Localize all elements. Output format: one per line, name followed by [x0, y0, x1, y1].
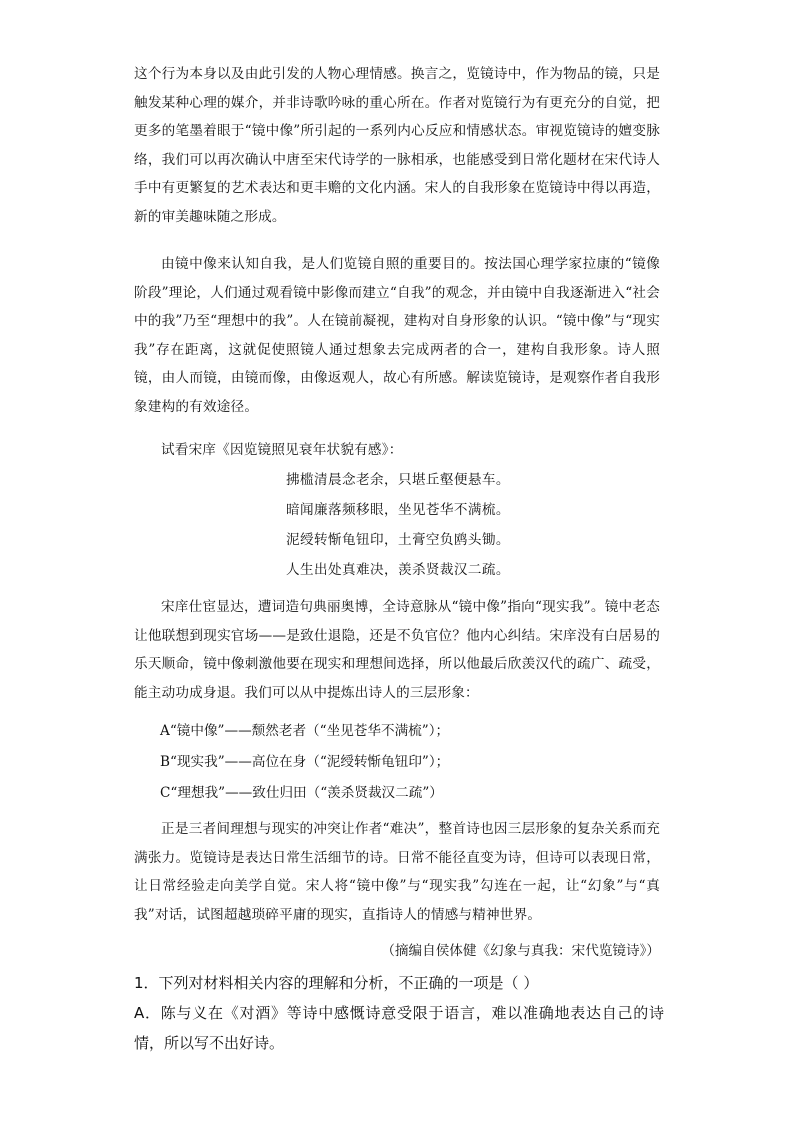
- list-item-a: A“镜中像”——颓然老者（“坐见苍华不满梳”）；: [160, 723, 450, 739]
- source-citation: （摘编自侯体健《幻象与真我：宋代览镜诗》）: [381, 943, 660, 959]
- poem: [286, 465, 510, 585]
- poem-line: 拂槛清晨念老余，只堪丘壑便悬车。: [286, 472, 510, 488]
- list-item-c: C“理想我”——致仕归田（“羡杀贤裁汉二疏”）: [160, 785, 443, 801]
- paragraph-1: 这个行为本身以及由此引发的人物心理情感。换言之，览镜诗中，作为物品的镜，只是触发某种心理的媒介，并非诗歌吟咏的重心所在。作者对览镜行为有更充分的自觉，把更多的笔墨着眼于“镜中像”所引起的一系列内心反应和情感状态。审视览镜诗的嬗变脉络，我们可以再次确认中唐至宋代诗学的一脉相承，也能感受到日常化题材在宋代诗人手中有更繁复的艺术表达和更丰赡的文化内涵。宋人的自我形象在览镜诗中得以再造，新的审美趣味随之形成。: [134, 66, 660, 225]
- poem-line: 人生出处真难决，羡杀贤裁汉二疏。: [286, 562, 510, 578]
- paragraph-4: 宋庠仕宦显达，遭词造句典丽奥博，全诗意脉从“镜中像”指向“现实我”。镜中老态让他联想到现实官场——是致仕退隐，还是不负官位？他内心纠结。宋庠没有白居易的乐天顺命，镜中像刺激他要在现实和理想间选择，所以他最后欣羡汉代的疏广、疏受，能主动功成身退。我们可以从中提炼出诗人的三层形象：: [134, 599, 660, 701]
- paragraph-3: 试看宋庠《因览镜照见衰年状貌有感》：: [161, 442, 403, 458]
- list-item-b: B“现实我”——高位在身（“泥绶转惭龟钮印”）；: [160, 754, 450, 770]
- poem-line: 泥绶转惭龟钮印，土膏空负鸥头锄。: [286, 532, 510, 548]
- paragraph-2: 由镜中像来认知自我，是人们览镜自照的重要目的。按法国心理学家拉康的“镜像阶段”理论，人们通过观看镜中影像而建立“自我”的观念，并由镜中自我逐渐进入“社会中的我”乃至“理想中的我”。人在镜前凝视，建构对自身形象的认识。“镜中像”与“现实我”存在距离，这就促使照镜人通过想象去完成两者的合一，建构自我形象。诗人照镜，由人而镜，由镜而像，由像返观人，故心有所感。解读览镜诗，是观察作者自我形象建构的有效途径。: [134, 256, 660, 415]
- option-a: A．陈与义在《对酒》等诗中感慨诗意受限于语言，难以准确地表达自己的诗情，所以写不出好诗。: [134, 1004, 664, 1052]
- poem-line: 暗闻廉落频移眼，坐见苍华不满梳。: [286, 502, 510, 518]
- paragraph-5: 正是三者间理想与现实的冲突让作者“难决”，整首诗也因三层形象的复杂关系而充满张力。览镜诗是表达日常生活细节的诗。日常不能径直变为诗，但诗可以表现日常，让日常经验走向美学自觉。宋人将“镜中像”与“现实我”勾连在一起，让“幻象”与“真我”对话，试图超越琐碎平庸的现实，直指诗人的情感与精神世界。: [134, 821, 660, 923]
- question-stem: 1．下列对材料相关内容的理解和分析，不正确的一项是（ ）: [134, 974, 539, 992]
